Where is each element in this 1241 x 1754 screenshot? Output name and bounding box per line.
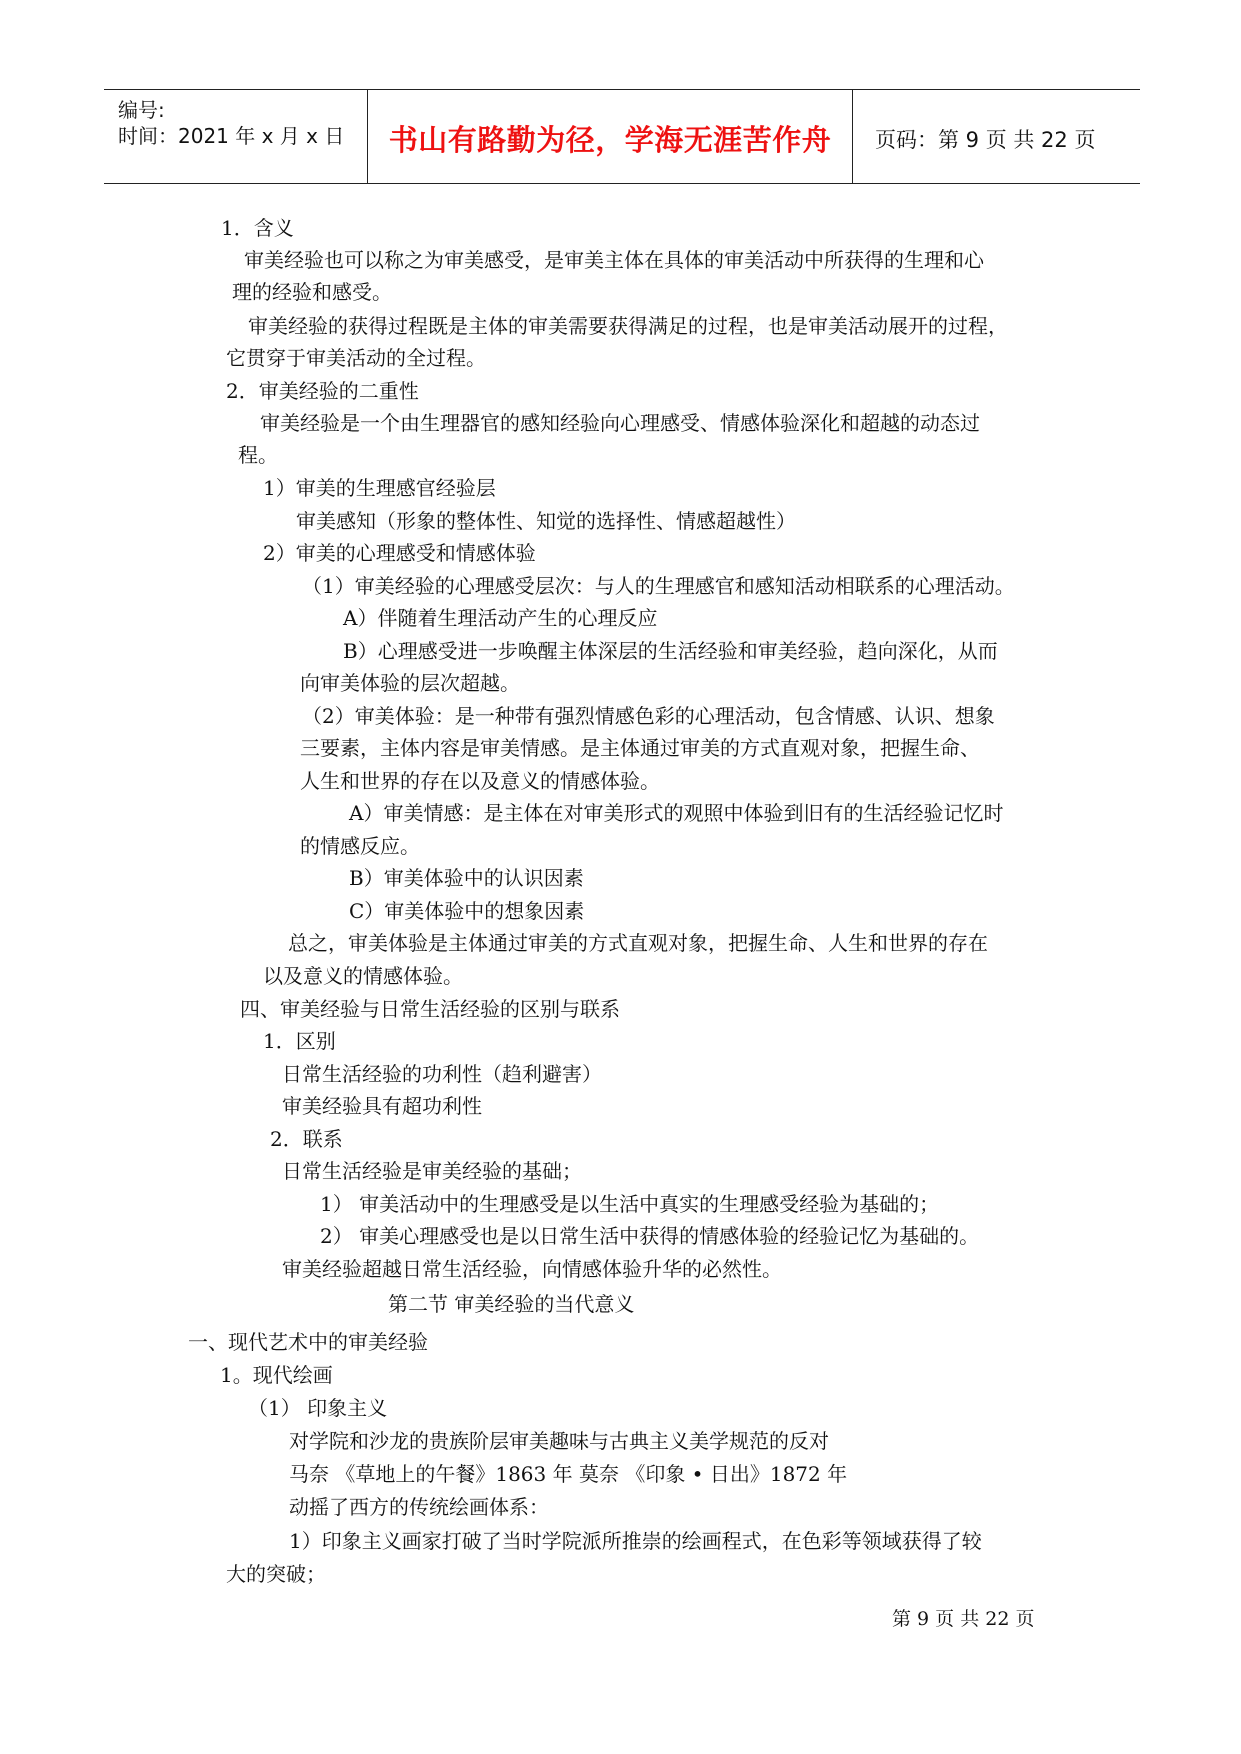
- body-line: 审美经验的获得过程既是主体的审美需要获得满足的过程，也是审美活动展开的过程，: [248, 314, 1008, 338]
- document-number-label: 编号:: [118, 98, 165, 122]
- body-line: 1．含义: [221, 216, 294, 240]
- body-line: 三要素，主体内容是审美情感。是主体通过审美的方式直观对象，把握生命、: [300, 736, 980, 760]
- page-footer: 第 9 页 共 22 页: [892, 1608, 1035, 1630]
- body-line: 审美感知（形象的整体性、知觉的选择性、情感超越性）: [296, 509, 796, 533]
- header-motto-cell: [368, 90, 853, 183]
- body-line: B）审美体验中的认识因素: [349, 866, 584, 890]
- section-heading: 2．审美经验的二重性: [226, 379, 419, 403]
- body-line: 理的经验和感受。: [232, 280, 392, 304]
- body-line: 总之，审美体验是主体通过审美的方式直观对象，把握生命、人生和世界的存在: [288, 931, 988, 955]
- body-line: 动摇了西方的传统绘画体系：: [289, 1495, 549, 1519]
- body-line: 马奈 《草地上的午餐》1863 年 莫奈 《印象 • 日出》1872 年: [289, 1462, 848, 1486]
- body-line: 日常生活经验是审美经验的基础；: [282, 1159, 582, 1183]
- body-line: C）审美体验中的想象因素: [349, 899, 585, 923]
- body-line: 它贯穿于审美活动的全过程。: [226, 346, 486, 370]
- section-heading: 四、审美经验与日常生活经验的区别与联系: [240, 997, 620, 1021]
- body-line: 审美经验也可以称之为审美感受，是审美主体在具体的审美活动中所获得的生理和心: [244, 248, 984, 272]
- body-line: 大的突破；: [226, 1562, 326, 1586]
- body-line: 1） 审美活动中的生理感受是以生活中真实的生理感受经验为基础的；: [320, 1192, 940, 1216]
- body-line: （1） 印象主义: [248, 1396, 388, 1420]
- header-page-label: 页码：第 9 页 共 22 页: [875, 128, 1096, 152]
- body-line: （1）审美经验的心理感受层次：与人的生理感官和感知活动相联系的心理活动。: [302, 574, 1015, 598]
- section-heading: 一、现代艺术中的审美经验: [188, 1330, 428, 1354]
- body-line: 1。现代绘画: [220, 1363, 333, 1387]
- body-line: 1．区别: [263, 1029, 336, 1053]
- header-page-cell: [853, 90, 1140, 183]
- document-header: [104, 89, 1140, 184]
- body-line: 日常生活经验的功利性（趋利避害）: [282, 1062, 602, 1086]
- body-line: 对学院和沙龙的贵族阶层审美趣味与古典主义美学规范的反对: [289, 1429, 829, 1453]
- body-line: 审美经验超越日常生活经验，向情感体验升华的必然性。: [282, 1257, 782, 1281]
- body-line: B）心理感受进一步唤醒主体深层的生活经验和审美经验，趋向深化，从而: [343, 639, 998, 663]
- section-title: 第二节 审美经验的当代意义: [388, 1292, 635, 1316]
- body-line: 审美经验是一个由生理器官的感知经验向心理感受、情感体验深化和超越的动态过: [260, 411, 980, 435]
- body-line: 2．联系: [270, 1127, 343, 1151]
- body-line: 向审美体验的层次超越。: [300, 671, 520, 695]
- body-line: 2）审美的心理感受和情感体验: [263, 541, 536, 565]
- body-line: 1）审美的生理感官经验层: [263, 476, 496, 500]
- header-info-cell: [104, 90, 368, 183]
- body-line: 的情感反应。: [300, 834, 420, 858]
- body-line: 以及意义的情感体验。: [263, 964, 463, 988]
- document-time-label: 时间：2021 年 x 月 x 日: [118, 124, 345, 148]
- body-line: 2） 审美心理感受也是以日常生活中获得的情感体验的经验记忆为基础的。: [320, 1224, 980, 1248]
- body-line: 程。: [238, 443, 278, 467]
- body-line: （2）审美体验：是一种带有强烈情感色彩的心理活动，包含情感、认识、想象: [302, 704, 995, 728]
- body-line: A）审美情感：是主体在对审美形式的观照中体验到旧有的生活经验记忆时: [349, 801, 1004, 825]
- body-line: 人生和世界的存在以及意义的情感体验。: [300, 769, 660, 793]
- body-line: A）伴随着生理活动产生的心理反应: [343, 606, 658, 630]
- body-line: 审美经验具有超功利性: [282, 1094, 482, 1118]
- header-motto: 书山有路勤为径，学海无涯苦作舟: [388, 123, 832, 157]
- body-line: 1）印象主义画家打破了当时学院派所推崇的绘画程式，在色彩等领域获得了较: [289, 1529, 982, 1553]
